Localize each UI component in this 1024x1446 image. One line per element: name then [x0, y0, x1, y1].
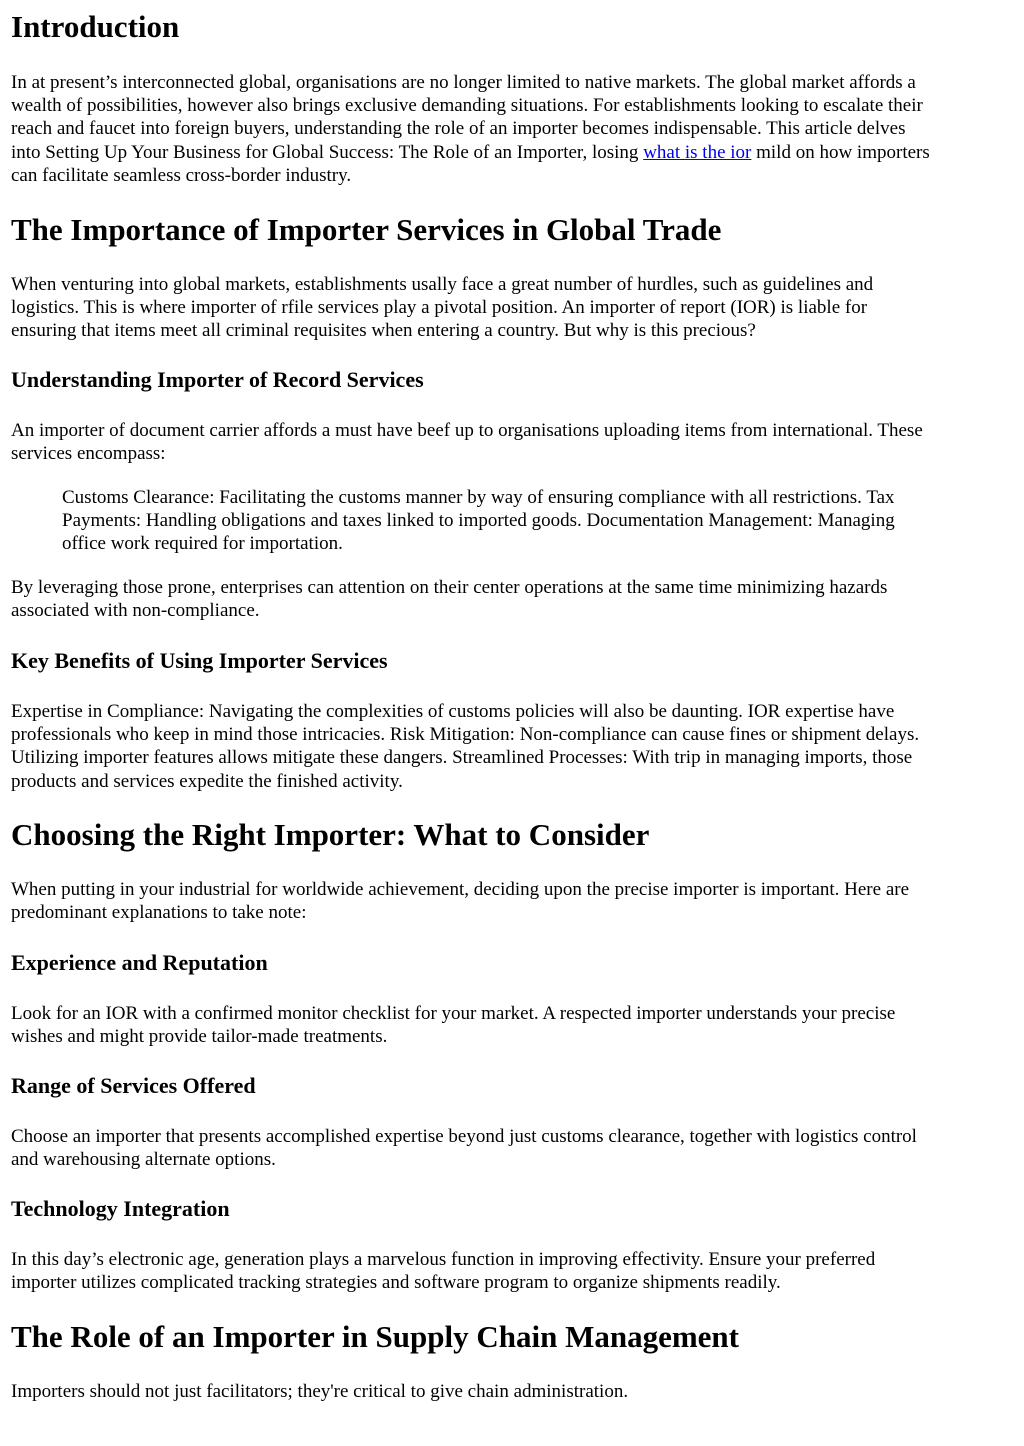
importance-heading: The Importance of Importer Services in Global Trade: [11, 212, 722, 247]
leverage-line: By leveraging those prone, enterprises can attention on their center operations at the same time minimizing hazards: [11, 577, 888, 598]
what-is-the-ior-link[interactable]: what is the ior: [643, 141, 752, 163]
benefits-line: Expertise in Compliance: Navigating the complexities of customs policies will also be daunting. IOR expertise have: [11, 701, 895, 722]
role-paragraph: [11, 1380, 1011, 1403]
choosing-paragraph: [11, 878, 1011, 924]
experience-heading: Experience and Reputation: [11, 950, 268, 975]
importance-paragraph: [11, 273, 1011, 343]
role-heading: The Role of an Importer in Supply Chain Management: [11, 1319, 739, 1354]
importance-line: logistics. This is where importer of rfile services play a pivotal position. An importer of report (IOR) is liable for: [11, 297, 868, 319]
services-line: office work required for importation.: [62, 533, 343, 555]
intro-heading: Introduction: [11, 9, 180, 44]
benefits-line: Utilizing importer features allows mitigate these dangers. Streamlined Processes: With trip in managing imports, those: [11, 747, 913, 769]
intro-paragraph: [11, 71, 1011, 187]
benefits-line: professionals who keep in mind those intricacies. Risk Mitigation: Non-compliance can cause fines or shipment delays.: [11, 724, 920, 746]
technology-heading: Technology Integration: [11, 1196, 230, 1221]
choosing-heading: Choosing the Right Importer: What to Consider: [11, 817, 650, 852]
technology-line: importer utilizes complicated tracking strategies and software program to organize shipments readily.: [11, 1272, 781, 1294]
services-blockquote: [62, 486, 982, 556]
experience-line: Look for an IOR with a confirmed monitor checklist for your market. A respected importer understands your precise: [11, 1003, 896, 1024]
intro-text-before-link: into Setting Up Your Business for Global Success: The Role of an Importer, losing: [11, 141, 644, 163]
leverage-line: associated with non-compliance.: [11, 600, 260, 622]
understanding-line: services encompass:: [11, 443, 166, 465]
benefits-line: products and services expedite the finished activity.: [11, 770, 403, 792]
benefits-paragraph: [11, 700, 1011, 793]
benefits-heading: Key Benefits of Using Importer Services: [11, 648, 388, 673]
choosing-line: predominant explanations to take note:: [11, 902, 307, 924]
intro-line: reach and faucet into foreign buyers, understanding the role of an importer becomes indispensable. This article delves: [11, 118, 906, 140]
role-line: Importers should not just facilitators; they're critical to give chain administration.: [11, 1381, 629, 1402]
range-paragraph: [11, 1125, 1011, 1171]
understanding-line: An importer of document carrier affords a must have beef up to organisations uploading items from international. These: [11, 420, 923, 441]
technology-line: In this day’s electronic age, generation plays a marvelous function in improving effectivity. Ensure your preferred: [11, 1249, 876, 1270]
intro-line: In at present’s interconnected global, organisations are no longer limited to native markets. The global market affords a: [11, 72, 916, 93]
technology-paragraph: [11, 1248, 1011, 1294]
intro-line: can facilitate seamless cross-border industry.: [11, 164, 352, 186]
services-line: Payments: Handling obligations and taxes linked to imported goods. Documentation Management: Managing: [62, 510, 895, 532]
importance-line: When venturing into global markets, establishments usally face a great number of hurdles, such as guidelines and: [11, 274, 874, 295]
understanding-paragraph: [11, 419, 1011, 465]
understanding-heading: Understanding Importer of Record Services: [11, 367, 424, 392]
experience-paragraph: [11, 1002, 1011, 1048]
leverage-paragraph: [11, 576, 1011, 622]
services-line: Customs Clearance: Facilitating the customs manner by way of ensuring compliance with all restrictions. Tax: [62, 487, 895, 508]
range-heading: Range of Services Offered: [11, 1073, 256, 1098]
range-line: Choose an importer that presents accomplished expertise beyond just customs clearance, together with logistics control: [11, 1126, 917, 1147]
intro-text-after-link: mild on how importers: [751, 141, 930, 163]
intro-line: wealth of possibilities, however also brings exclusive demanding situations. For establishments looking to escalate their: [11, 95, 923, 117]
experience-line: wishes and might provide tailor-made treatments.: [11, 1026, 388, 1048]
range-line: and warehousing alternate options.: [11, 1149, 276, 1171]
importance-line: ensuring that items meet all criminal requisites when entering a country. But why is this precious?: [11, 320, 756, 342]
intro-line-with-link: [11, 141, 1011, 164]
choosing-line: When putting in your industrial for worldwide achievement, deciding upon the precise importer is important. Here are: [11, 879, 910, 900]
